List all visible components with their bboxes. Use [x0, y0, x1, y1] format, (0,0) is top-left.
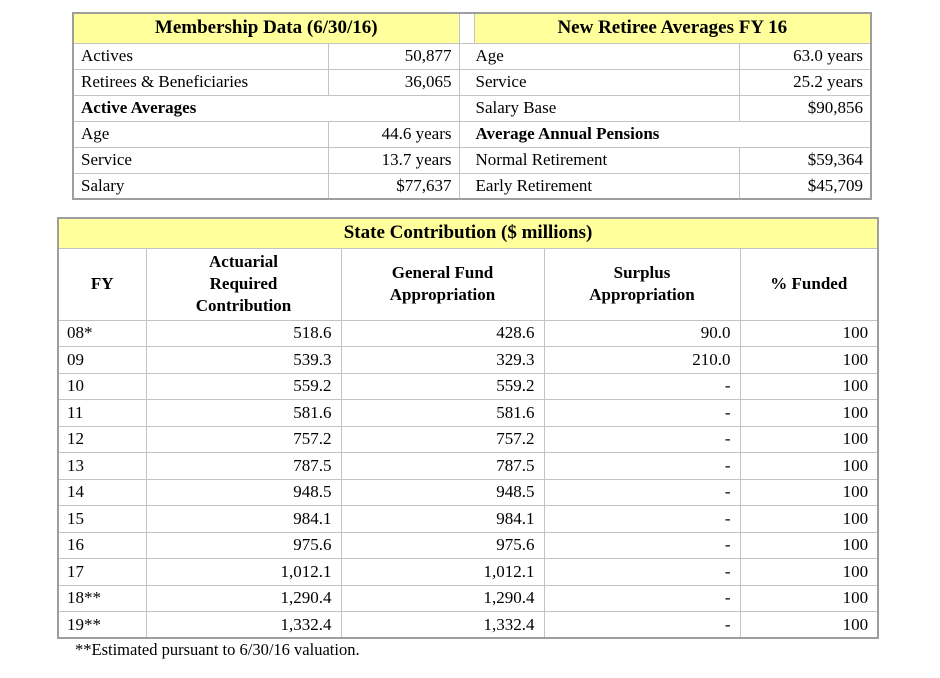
column-header-line: General Fund [391, 263, 494, 283]
retiree-row-label: Age [459, 43, 739, 69]
contribution-value-cell: 100 [740, 612, 878, 639]
contribution-row [58, 532, 878, 559]
contribution-value-cell: - [544, 400, 740, 427]
retiree-row-label: Early Retirement [459, 173, 739, 199]
state-contribution-table [57, 217, 879, 639]
top-table-row [73, 121, 871, 147]
membership-row-label: Retirees & Beneficiaries [73, 69, 328, 95]
contribution-value-cell: - [544, 532, 740, 559]
contribution-row [58, 559, 878, 586]
column-header-line: Contribution [195, 295, 292, 315]
column-header-line: Appropriation [389, 285, 496, 304]
membership-table-title: Membership Data (6/30/16) [73, 13, 459, 43]
fiscal-year-cell: 18** [58, 585, 146, 612]
membership-row-value: 50,877 [328, 43, 459, 69]
contribution-value-cell: 100 [740, 400, 878, 427]
fiscal-year-cell: 14 [58, 479, 146, 506]
contribution-value-cell: 787.5 [341, 453, 544, 480]
contribution-table-title: State Contribution ($ millions) [58, 218, 878, 248]
contribution-value-cell: - [544, 479, 740, 506]
fiscal-year-cell: 08* [58, 320, 146, 347]
title-gap-cell [459, 13, 474, 43]
membership-row-label: Service [73, 147, 328, 173]
fiscal-year-cell: 13 [58, 453, 146, 480]
contribution-row [58, 453, 878, 480]
column-header-line: % Funded [770, 274, 848, 294]
contribution-value-cell: 100 [740, 479, 878, 506]
contribution-column-header-funded [740, 248, 878, 320]
contribution-value-cell: 1,332.4 [341, 612, 544, 639]
retiree-row-value: $59,364 [739, 147, 871, 173]
membership-section-label: Active Averages [73, 95, 459, 121]
membership-row-value: 36,065 [328, 69, 459, 95]
contribution-row [58, 585, 878, 612]
contribution-row [58, 426, 878, 453]
contribution-value-cell: 975.6 [341, 532, 544, 559]
contribution-value-cell: 100 [740, 532, 878, 559]
contribution-value-cell: 100 [740, 559, 878, 586]
contribution-value-cell: - [544, 506, 740, 533]
contribution-value-cell: 100 [740, 373, 878, 400]
contribution-value-cell: - [544, 453, 740, 480]
membership-row-label: Actives [73, 43, 328, 69]
contribution-value-cell: 757.2 [341, 426, 544, 453]
retiree-table-title: New Retiree Averages FY 16 [474, 13, 871, 43]
contribution-value-cell: 100 [740, 347, 878, 374]
fiscal-year-cell: 17 [58, 559, 146, 586]
contribution-value-cell: 984.1 [146, 506, 341, 533]
contribution-value-cell: 100 [740, 506, 878, 533]
contribution-value-cell: 1,012.1 [146, 559, 341, 586]
contribution-value-cell: - [544, 373, 740, 400]
membership-row-label: Age [73, 121, 328, 147]
contribution-value-cell: 581.6 [341, 400, 544, 427]
contribution-value-cell: 1,332.4 [146, 612, 341, 639]
contribution-value-cell: 1,290.4 [341, 585, 544, 612]
membership-row-label: Salary [73, 173, 328, 199]
fiscal-year-cell: 16 [58, 532, 146, 559]
retiree-row-label: Salary Base [459, 95, 739, 121]
contribution-header-row [58, 248, 878, 320]
fiscal-year-cell: 10 [58, 373, 146, 400]
top-table-title-row [73, 13, 871, 43]
contribution-value-cell: 975.6 [146, 532, 341, 559]
column-header-line: Surplus [613, 263, 671, 283]
fiscal-year-cell: 19** [58, 612, 146, 639]
contribution-row [58, 347, 878, 374]
contribution-value-cell: 210.0 [544, 347, 740, 374]
membership-row-value: 44.6 years [328, 121, 459, 147]
contribution-row [58, 479, 878, 506]
column-header-line: Actuarial [209, 252, 278, 272]
contribution-value-cell: 787.5 [146, 453, 341, 480]
contribution-value-cell: 428.6 [341, 320, 544, 347]
top-table-row [73, 43, 871, 69]
fiscal-year-cell: 09 [58, 347, 146, 374]
contribution-row [58, 320, 878, 347]
contribution-value-cell: 329.3 [341, 347, 544, 374]
top-table-row [73, 173, 871, 199]
column-header-line: Appropriation [589, 285, 695, 304]
contribution-value-cell: 559.2 [341, 373, 544, 400]
contribution-value-cell: 518.6 [146, 320, 341, 347]
contribution-value-cell: 984.1 [341, 506, 544, 533]
fiscal-year-cell: 11 [58, 400, 146, 427]
membership-row-value: $77,637 [328, 173, 459, 199]
contribution-value-cell: 100 [740, 426, 878, 453]
retiree-row-label: Normal Retirement [459, 147, 739, 173]
contribution-row [58, 400, 878, 427]
contribution-value-cell: 90.0 [544, 320, 740, 347]
retiree-row-label: Service [459, 69, 739, 95]
contribution-column-header-actuarial-required-contribution [146, 248, 341, 320]
contribution-value-cell: 948.5 [146, 479, 341, 506]
top-table-row [73, 95, 871, 121]
contribution-value-cell: 100 [740, 320, 878, 347]
contribution-column-header-general-fund-appropriation [341, 248, 544, 320]
contribution-row [58, 373, 878, 400]
top-table-row [73, 147, 871, 173]
retiree-row-value: 63.0 years [739, 43, 871, 69]
fiscal-year-cell: 15 [58, 506, 146, 533]
retiree-section-label: Average Annual Pensions [459, 121, 871, 147]
contribution-value-cell: - [544, 585, 740, 612]
contribution-value-cell: 1,012.1 [341, 559, 544, 586]
contribution-value-cell: 581.6 [146, 400, 341, 427]
contribution-row [58, 612, 878, 639]
column-header-line: Required [209, 274, 278, 294]
contribution-value-cell: 100 [740, 585, 878, 612]
top-table-row [73, 69, 871, 95]
contribution-value-cell: 1,290.4 [146, 585, 341, 612]
contribution-column-header-surplus-appropriation [544, 248, 740, 320]
contribution-value-cell: 100 [740, 453, 878, 480]
contribution-row [58, 506, 878, 533]
retiree-row-value: $45,709 [739, 173, 871, 199]
membership-retiree-table [72, 12, 872, 200]
column-header-line: FY [90, 274, 114, 294]
fiscal-year-cell: 12 [58, 426, 146, 453]
retiree-row-value: 25.2 years [739, 69, 871, 95]
retiree-row-value: $90,856 [739, 95, 871, 121]
contribution-column-header-fy [58, 248, 146, 320]
membership-row-value: 13.7 years [328, 147, 459, 173]
contribution-value-cell: 539.3 [146, 347, 341, 374]
estimate-footnote: **Estimated pursuant to 6/30/16 valuation. [75, 640, 360, 659]
contribution-value-cell: - [544, 612, 740, 639]
contribution-title-row [58, 218, 878, 248]
contribution-value-cell: - [544, 426, 740, 453]
contribution-value-cell: 757.2 [146, 426, 341, 453]
contribution-value-cell: - [544, 559, 740, 586]
contribution-value-cell: 948.5 [341, 479, 544, 506]
contribution-value-cell: 559.2 [146, 373, 341, 400]
